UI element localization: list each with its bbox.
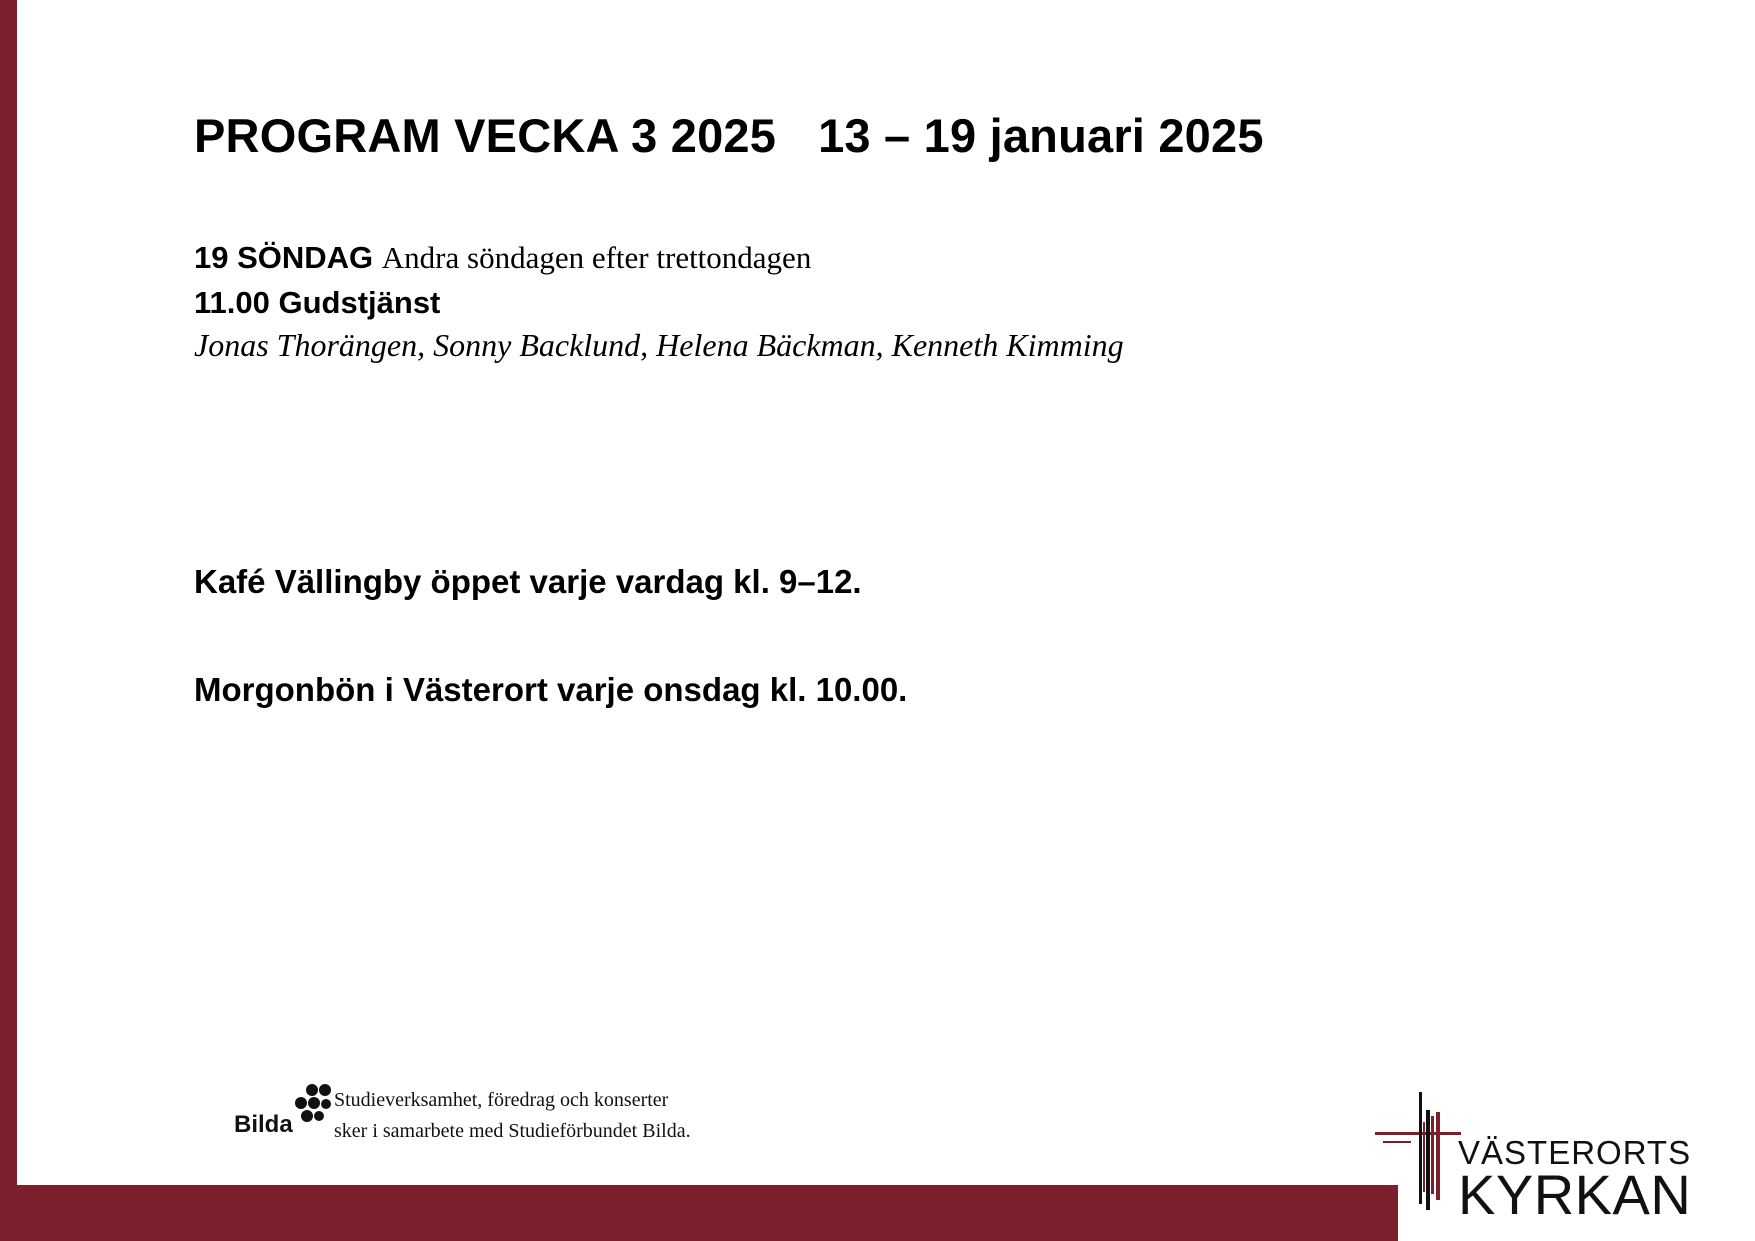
program-week-title: PROGRAM VECKA 3 2025 <box>194 109 777 162</box>
sunday-heading <box>194 240 811 276</box>
bilda-text-line-2: sker i samarbete med Studieförbundet Bilda. <box>334 1120 691 1142</box>
notice-cafe: Kafé Vällingby öppet varje vardag kl. 9–12. <box>194 563 862 600</box>
bilda-text-line-1: Studieverksamhet, föredrag och konserter <box>334 1089 669 1111</box>
bilda-logo <box>234 1083 334 1141</box>
left-accent-bar <box>0 0 17 1241</box>
page-title <box>194 108 1264 163</box>
sunday-day-description: Andra söndagen efter trettondagen <box>381 240 812 275</box>
sunday-participants: Jonas Thorängen, Sonny Backlund, Helena Bäckman, Kenneth Kimming <box>194 327 1124 363</box>
notice-morning-prayer: Morgonbön i Västerort varje onsdag kl. 10.00. <box>194 671 908 708</box>
bilda-dots-icon <box>288 1083 332 1129</box>
sunday-service: 11.00 Gudstjänst <box>194 285 441 320</box>
bilda-logo-word: Bilda <box>234 1111 293 1138</box>
sunday-day-label: 19 SÖNDAG <box>194 240 374 275</box>
bottom-accent-bar <box>0 1185 1398 1241</box>
church-logo-line-1: VÄSTERORTS <box>1458 1134 1692 1171</box>
church-logo <box>1375 1082 1705 1226</box>
church-logo-line-2: KYRKAN <box>1458 1163 1692 1226</box>
bilda-cooperation-text <box>334 1085 691 1147</box>
cross-icon <box>1375 1082 1465 1217</box>
program-date-range: 13 – 19 januari 2025 <box>818 109 1264 162</box>
